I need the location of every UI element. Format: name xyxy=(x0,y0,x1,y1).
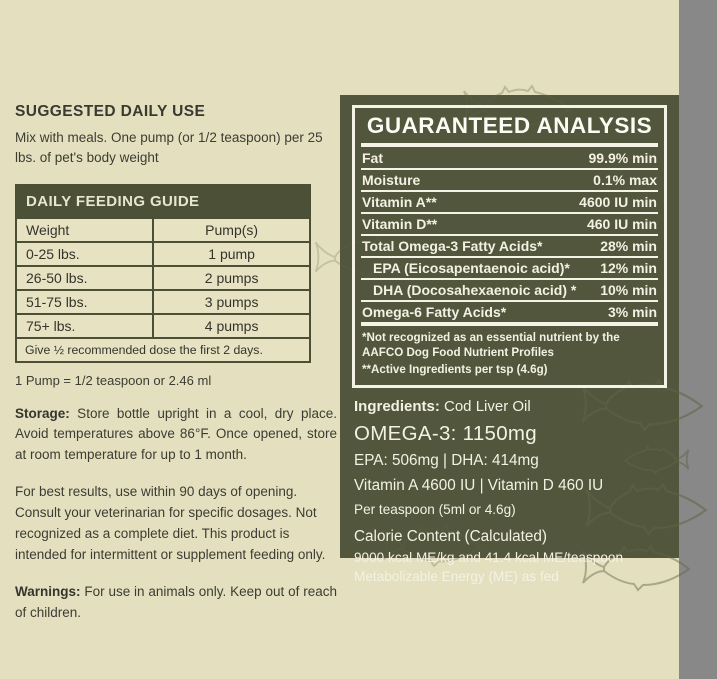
table-row xyxy=(17,313,309,337)
pumps-cell: 1 pump xyxy=(208,245,255,262)
nutrition-info xyxy=(340,394,679,584)
ingredients-label: Ingredients: xyxy=(354,397,440,415)
omega3-line: OMEGA-3: 1150mg xyxy=(354,421,537,445)
weight-cell: 0-25 lbs. xyxy=(17,243,154,265)
analysis-row xyxy=(361,214,658,236)
nutrient-label: EPA (Eicosapentaenoic acid)* xyxy=(373,260,570,276)
per-teaspoon-line: Per teaspoon (5ml or 4.6g) xyxy=(354,501,516,517)
epa-dha-line: EPA: 506mg | DHA: 414mg xyxy=(354,451,539,469)
analysis-row xyxy=(361,236,658,258)
table-header-row xyxy=(17,217,309,241)
nutrient-label: Fat xyxy=(362,150,383,166)
metabolizable-energy-line: Metabolizable Energy (ME) as fed xyxy=(354,568,559,584)
column-header-pumps: Pump(s) xyxy=(205,221,259,238)
usage-column xyxy=(15,103,337,624)
weight-cell: 26-50 lbs. xyxy=(17,267,154,289)
table-row xyxy=(17,265,309,289)
storage-paragraph xyxy=(15,404,337,467)
weight-cell: 51-75 lbs. xyxy=(17,291,154,313)
nutrient-value: 28% min xyxy=(600,238,657,254)
analysis-footnotes xyxy=(361,326,658,381)
nutrient-value: 460 IU min xyxy=(586,216,657,232)
feeding-guide-title: DAILY FEEDING GUIDE xyxy=(17,186,309,217)
storage-text: Store bottle upright in a cool, dry place. Avoid temperatures above 86°F. Once opened, store at room temperature for up to 1 month. xyxy=(15,405,337,463)
nutrient-value: 99.9% min xyxy=(588,150,657,166)
best-results-paragraph: For best results, use within 90 days of opening. Consult your veterinarian for specific dosages. Not recognized as a complete diet. This product is intended for intermittent or supplement feeding only. xyxy=(15,484,326,563)
pumps-cell: 4 pumps xyxy=(204,317,259,334)
guaranteed-analysis-title: GUARANTEED ANALYSIS xyxy=(366,113,653,138)
analysis-row xyxy=(361,280,658,302)
footnote-active-ingredients: **Active Ingredients per tsp (4.6g) xyxy=(362,362,548,376)
daily-feeding-guide-table xyxy=(15,184,311,363)
analysis-row xyxy=(361,192,658,214)
nutrient-label: Vitamin D** xyxy=(362,216,438,232)
ingredients-value: Cod Liver Oil xyxy=(439,397,531,415)
nutrient-label: Omega-6 Fatty Acids* xyxy=(362,304,507,320)
column-header-weight: Weight xyxy=(17,219,154,241)
weight-cell: 75+ lbs. xyxy=(17,315,154,337)
analysis-row xyxy=(361,258,658,280)
warnings-paragraph xyxy=(15,582,337,624)
analysis-row xyxy=(361,302,658,326)
nutrient-value: 12% min xyxy=(600,260,657,276)
calorie-content-heading: Calorie Content (Calculated) xyxy=(354,527,548,545)
guaranteed-analysis-box xyxy=(352,105,667,388)
usage-instructions: Mix with meals. One pump (or 1/2 teaspoon) per 25 lbs. of pet's body weight xyxy=(15,130,323,166)
feeding-guide-note: Give ½ recommended dose the first 2 days. xyxy=(17,337,309,361)
suggested-daily-use-heading: SUGGESTED DAILY USE xyxy=(15,103,206,120)
pumps-cell: 3 pumps xyxy=(204,293,259,310)
storage-label: Storage: xyxy=(15,405,70,421)
nutrient-label: DHA (Docosahexaenoic acid) * xyxy=(373,282,577,298)
nutrient-label: Total Omega-3 Fatty Acids* xyxy=(362,238,543,254)
nutrient-value: 10% min xyxy=(600,282,657,298)
table-row xyxy=(17,241,309,265)
footnote-aafco: *Not recognized as an essential nutrient by the AAFCO Dog Food Nutrient Profiles xyxy=(362,331,620,360)
vitamins-line: Vitamin A 4600 IU | Vitamin D 460 IU xyxy=(354,476,604,494)
warnings-label: Warnings: xyxy=(15,583,81,599)
analysis-row xyxy=(361,148,658,170)
table-row xyxy=(17,289,309,313)
ingredients-line xyxy=(354,398,665,415)
pumps-cell: 2 pumps xyxy=(204,269,259,286)
title-rule xyxy=(361,143,658,147)
pump-equivalence-note: 1 Pump = 1/2 teaspoon or 2.46 ml xyxy=(15,372,212,388)
nutrient-value: 3% min xyxy=(607,304,657,320)
nutrient-label: Moisture xyxy=(362,172,421,188)
calorie-kcal-line: 9000 kcal ME/kg and 41.4 kcal ME/teaspoon xyxy=(354,549,624,565)
analysis-row xyxy=(361,170,658,192)
nutrient-value: 0.1% max xyxy=(593,172,657,188)
nutrient-value: 4600 IU min xyxy=(579,194,657,210)
warnings-text: For use in animals only. Keep out of reach of children. xyxy=(15,583,337,620)
guaranteed-analysis-panel xyxy=(340,95,679,584)
nutrient-label: Vitamin A** xyxy=(362,194,437,210)
